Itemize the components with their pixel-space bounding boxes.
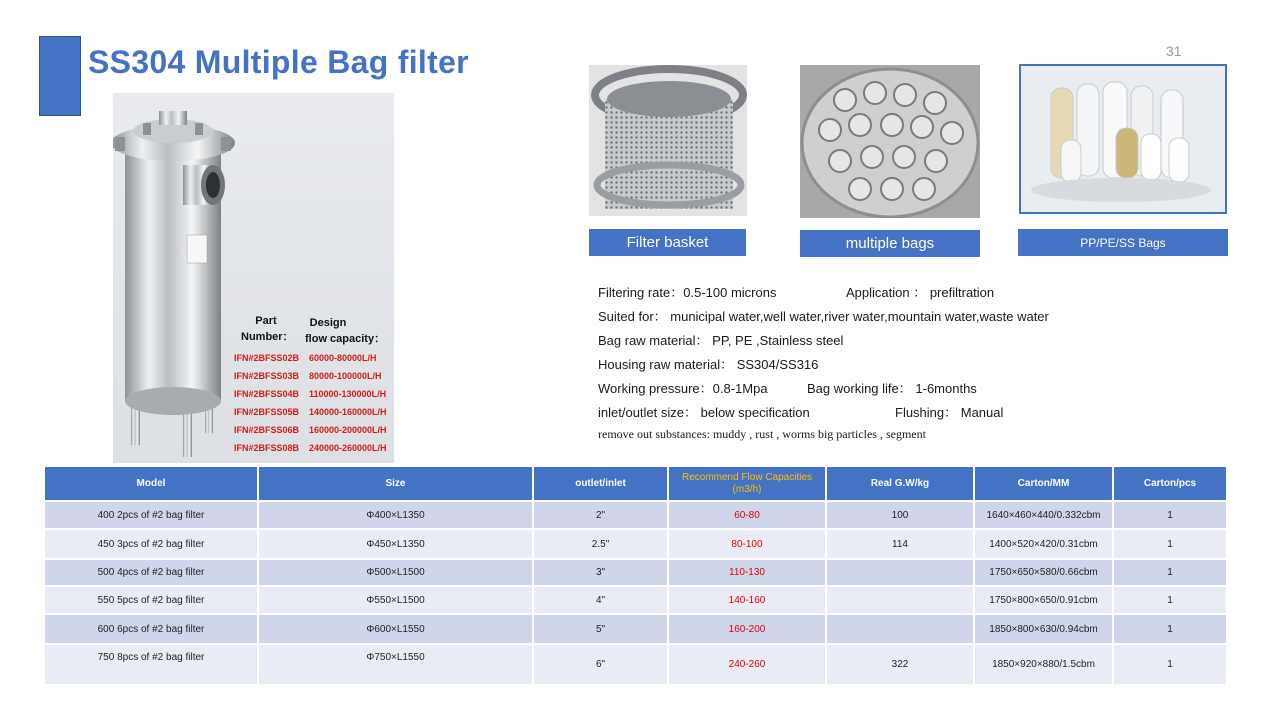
part-capacity: 140000-160000L/H	[309, 407, 387, 417]
cell-flow: 140-160	[668, 586, 826, 614]
title-accent-bar	[39, 36, 81, 116]
part-capacity: 160000-200000L/H	[309, 425, 387, 435]
cell-size: Φ550×L1500	[258, 586, 533, 614]
cell-model: 450 3pcs of #2 bag filter	[45, 529, 258, 559]
table-header-row	[45, 467, 1227, 501]
part-capacity: 240000-260000L/H	[309, 443, 387, 453]
part-number: IFN#2BFSS03B	[234, 371, 300, 381]
part-header-line2: Number：	[241, 331, 294, 343]
cell-model: 550 5pcs of #2 bag filter	[45, 586, 258, 614]
part-capacity: 80000-100000L/H	[309, 371, 382, 381]
cell-model: 500 4pcs of #2 bag filter	[45, 559, 258, 586]
cell-gw	[826, 614, 974, 644]
spec-housing-material: Housing raw material： SS304/SS316	[598, 357, 819, 372]
col-header-gw: Real G.W/kg	[826, 467, 974, 501]
part-row	[234, 439, 394, 457]
cell-carton: 1850×920×880/1.5cbm	[974, 644, 1113, 684]
cell-size: Φ500×L1500	[258, 559, 533, 586]
table-row	[45, 501, 1227, 529]
spec-filtering-rate: Filtering rate：0.5-100 microns	[598, 285, 777, 300]
spec-working-pressure: Working pressure：0.8-1Mpa	[598, 381, 768, 396]
table-row	[45, 614, 1227, 644]
part-row	[234, 421, 394, 439]
cell-outlet: 6"	[533, 644, 668, 684]
spec-remove-substances: remove out substances: muddy , rust , worms big particles , segment	[598, 427, 926, 441]
cell-flow: 160-200	[668, 614, 826, 644]
caption-multiple-bags: multiple bags	[800, 230, 980, 257]
col-header-model: Model	[45, 467, 258, 501]
cell-pcs: 1	[1113, 614, 1227, 644]
cell-size: Φ750×L1550	[258, 644, 533, 684]
cell-model: 750 8pcs of #2 bag filter	[45, 644, 258, 684]
col-header-size: Size	[258, 467, 533, 501]
cell-carton: 1640×460×440/0.332cbm	[974, 501, 1113, 529]
cell-size: Φ450×L1350	[258, 529, 533, 559]
cell-model: 400 2pcs of #2 bag filter	[45, 501, 258, 529]
cell-carton: 1750×650×580/0.66cbm	[974, 559, 1113, 586]
table-row	[45, 644, 1227, 684]
filter-basket-photo	[589, 65, 747, 216]
cell-outlet: 5"	[533, 614, 668, 644]
part-capacity-list	[234, 349, 394, 457]
cell-flow: 240-260	[668, 644, 826, 684]
cell-gw: 322	[826, 644, 974, 684]
part-header-line1: Part	[255, 315, 277, 327]
spec-inlet-outlet: inlet/outlet size： below specification	[598, 405, 810, 420]
table-row	[45, 559, 1227, 586]
caption-pp-pe-ss-bags: PP/PE/SS Bags	[1018, 229, 1228, 256]
cell-carton: 1850×800×630/0.94cbm	[974, 614, 1113, 644]
col-header-flow-unit: (m3/h)	[732, 483, 762, 495]
part-number: IFN#2BFSS06B	[234, 425, 300, 435]
spec-suited-for: Suited for： municipal water,well water,river water,mountain water,waste water	[598, 309, 1049, 324]
filter-basket-drawing	[589, 65, 747, 216]
cell-outlet: 2"	[533, 501, 668, 529]
col-header-flow-line1: Recommend Flow Capacities	[681, 471, 813, 483]
col-header-flow	[668, 467, 826, 501]
capacity-header-line2: flow capacity：	[305, 333, 386, 345]
multiple-bags-drawing	[800, 65, 980, 218]
part-number-header	[241, 313, 294, 345]
cell-carton: 1400×520×420/0.31cbm	[974, 529, 1113, 559]
cell-flow: 80-100	[668, 529, 826, 559]
spec-application: Application ： prefiltration	[846, 285, 995, 300]
spec-bag-material: Bag raw material： PP, PE ,Stainless steel	[598, 333, 844, 348]
bag-filter-housing-photo	[113, 93, 394, 463]
part-capacity: 110000-130000L/H	[309, 389, 387, 399]
cell-carton: 1750×800×650/0.91cbm	[974, 586, 1113, 614]
cell-size: Φ600×L1550	[258, 614, 533, 644]
part-capacity: 60000-80000L/H	[309, 353, 377, 363]
cell-flow: 110-130	[668, 559, 826, 586]
capacity-header	[305, 315, 385, 347]
cell-gw	[826, 586, 974, 614]
col-header-carton-pcs: Carton/pcs	[1113, 467, 1227, 501]
cell-gw	[826, 559, 974, 586]
cell-gw: 114	[826, 529, 974, 559]
cell-gw: 100	[826, 501, 974, 529]
spec-table	[45, 467, 1228, 684]
page-number: 31	[1166, 43, 1182, 59]
cell-size: Φ400×L1350	[258, 501, 533, 529]
part-number: IFN#2BFSS02B	[234, 353, 300, 363]
filter-bags-photo	[1019, 64, 1227, 214]
col-header-outlet-inlet: outlet/inlet	[533, 467, 668, 501]
table-row	[45, 586, 1227, 614]
part-row	[234, 367, 394, 385]
slide-title: SS304 Multiple Bag filter	[88, 44, 469, 80]
cell-flow: 60-80	[668, 501, 826, 529]
cell-pcs: 1	[1113, 559, 1227, 586]
cell-pcs: 1	[1113, 529, 1227, 559]
part-row	[234, 403, 394, 421]
part-row	[234, 385, 394, 403]
part-number: IFN#2BFSS04B	[234, 389, 300, 399]
part-number: IFN#2BFSS05B	[234, 407, 300, 417]
cell-pcs: 1	[1113, 501, 1227, 529]
multiple-bags-photo	[800, 65, 980, 218]
filter-bags-drawing	[1021, 66, 1225, 212]
caption-filter-basket: Filter basket	[589, 229, 746, 256]
cell-pcs: 1	[1113, 586, 1227, 614]
part-row	[234, 349, 394, 367]
capacity-header-line1: Design	[309, 317, 347, 329]
cell-pcs: 1	[1113, 644, 1227, 684]
table-row	[45, 529, 1227, 559]
cell-model: 600 6pcs of #2 bag filter	[45, 614, 258, 644]
cell-outlet: 3"	[533, 559, 668, 586]
spec-flushing: Flushing： Manual	[895, 405, 1004, 420]
col-header-carton-mm: Carton/MM	[974, 467, 1113, 501]
part-number: IFN#2BFSS08B	[234, 443, 300, 453]
cell-outlet: 4"	[533, 586, 668, 614]
spec-bag-life: Bag working life： 1-6months	[807, 381, 977, 396]
cell-outlet: 2.5"	[533, 529, 668, 559]
